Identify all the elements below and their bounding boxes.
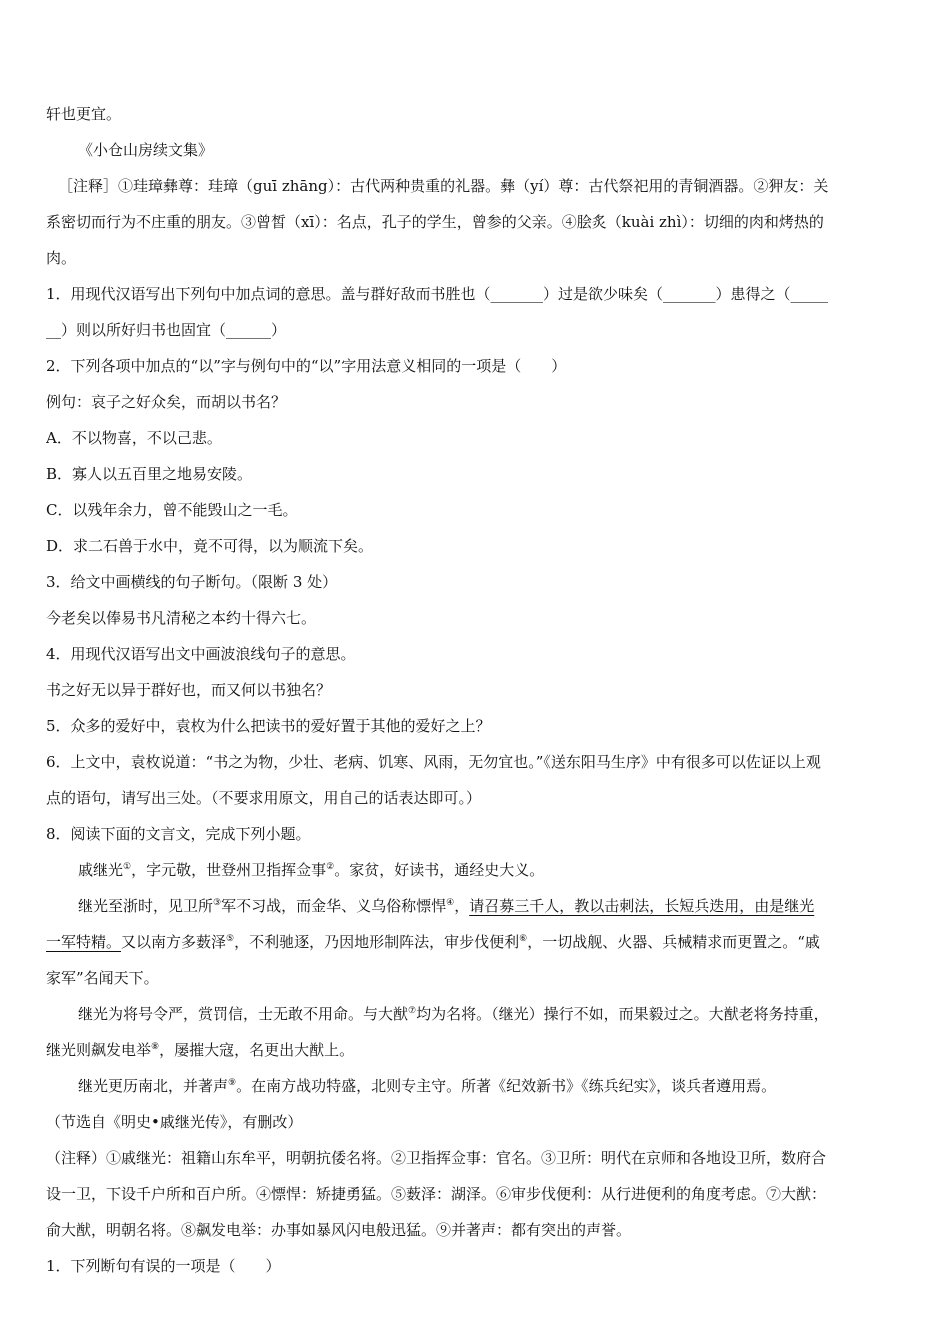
p1-text-c: 。家贫，好读书，通经史大义。 [334,861,545,879]
p1-text-b: ，字元敬，世登州卫指挥佥事 [131,861,327,879]
question-1-line2: __）则以所好归书也固宜（______） [46,321,287,339]
p4-text-a: 继光更历南北，并著声 [78,1077,229,1095]
question-2-option-c: C．以残年余力，曾不能毁山之一毛。 [46,501,298,519]
document-page [46,96,906,1284]
question-4: 4．用现代汉语写出文中画波浪线句子的意思。 [46,645,356,663]
p2-text-e: ，不利驰逐，乃因地形制阵法，审步伐便利 [234,933,520,951]
footnote-mark-3: ③ [213,898,222,908]
p2-text-a: 继光至浙时，见卫所 [78,897,214,915]
question-2-option-b: B．寡人以五百里之地易安陵。 [46,465,253,483]
passage2-paragraph-3-line1 [46,996,906,1032]
passage1-note-line3: 肉。 [46,249,77,267]
passage2-intro: 8．阅读下面的文言文，完成下列小题。 [46,825,311,843]
footnote-mark-8: ⑧ [151,1042,160,1052]
footnote-mark-9: ⑨ [228,1078,237,1088]
passage2-note-line3: 俞大猷，明朝名将。⑧飙发电举：办事如暴风闪电般迅猛。⑨并著声：都有突出的声誉。 [46,1221,632,1239]
footnote-mark-6: ⑥ [519,934,528,944]
question-2-option-d: D．求二石兽于水中，竟不可得，以为顺流下矣。 [46,537,374,555]
passage1-tail: 轩也更宜。 [46,105,122,123]
p2-text-c: ， [454,897,470,915]
footnote-mark-2: ② [326,862,335,872]
footnote-mark-4: ④ [446,898,455,908]
p3-text-b: 均为名将。（继光）操行不如，而果毅过之。大猷老将务持重， [416,1005,829,1023]
passage1-note-line1: ［注释］①珪璋彝尊：珪璋（guī zhāng）：古代两种贵重的礼器。彝（yí）尊：古代祭祀用的青铜酒器。②狎友：关 [58,177,829,195]
footnote-mark-1: ① [123,862,132,872]
question-3-text: 今老矣以俸易书凡清秘之本约十得六七。 [46,609,317,627]
p4-text-b: 。在南方战功特盛，北则专主守。所著《纪效新书》《练兵纪实》，谈兵者遵用焉。 [236,1077,777,1095]
p3-text-a: 继光为将号令严，赏罚信，士无敢不用命。与大猷 [78,1005,409,1023]
question-2-option-a: A．不以物喜，不以己悲。 [46,429,222,447]
question-2: 2．下列各项中加点的“以”字与例句中的“以”字用法意义相同的一项是（ ） [46,357,567,375]
footnote-mark-5: ⑤ [226,934,235,944]
passage2-paragraph-2-line2 [46,924,906,960]
passage2-note-line1: （注释）①戚继光：祖籍山东牟平，明朝抗倭名将。②卫指挥佥事：官名。③卫所：明代在京师和各地设卫所，数府合 [46,1149,827,1167]
p3-text-d: ，屡摧大寇，名更出大猷上。 [159,1041,355,1059]
p2-text-d: 又以南方多薮泽 [121,933,227,951]
p2-text-f: ，一切战舰、火器、兵械精求而更置之。“戚 [527,933,820,951]
p2-text-b: 军不习战，而金华、义乌俗称慓悍 [221,897,447,915]
underlined-sentence-part1: 请召募三千人，教以击刺法，长短兵迭用，由是继光 [469,897,815,915]
passage1-note-line2: 系密切而行为不庄重的朋友。③曾皙（xī）：名点，孔子的学生，曾参的父亲。④脍炙（kuài zhì）：切细的肉和烤热的 [46,213,824,231]
question-2-example: 例句：哀子之好众矣，而胡以书名？ [46,393,287,411]
passage2-source: （节选自《明史•戚继光传》，有删改） [46,1113,303,1131]
passage2-paragraph-1 [46,852,906,888]
passage2-paragraph-3-line2 [46,1032,906,1068]
underlined-sentence-part2: 一军特精。 [46,933,122,951]
question-6-line1: 6．上文中，袁枚说道：“书之为物，少壮、老病、饥寒、风雨，无勿宜也。”《送东阳马生序》中有很多可以佐证以上观 [46,753,821,771]
question-3: 3．给文中画横线的句子断句。（限断 3 处） [46,573,338,591]
passage2-paragraph-2-line3: 家军”名闻天下。 [46,969,159,987]
passage2-question-1: 1．下列断句有误的一项是（ ） [46,1257,281,1275]
p1-text-a: 戚继光 [78,861,124,879]
passage2-note-line2: 设一卫，下设千户所和百户所。④慓悍：矫捷勇猛。⑤薮泽：湖泽。⑥审步伐便利：从行进便利的角度考虑。⑦大猷： [46,1185,827,1203]
question-1-line1: 1．用现代汉语写出下列句中加点词的意思。盖与群好敌而书胜也（_______）过是欲少味矣（_______）患得之（_____ [46,285,829,303]
passage2-paragraph-2-line1 [46,888,906,924]
question-4-text: 书之好无以异于群好也，而又何以书独名？ [46,681,332,699]
question-6-line2: 点的语句，请写出三处。（不要求用原文，用自己的话表达即可。） [46,789,482,807]
footnote-mark-7: ⑦ [408,1006,417,1016]
passage2-paragraph-4 [46,1068,906,1104]
passage1-source: 《小仓山房续文集》 [78,141,214,159]
question-5: 5．众多的爱好中，袁枚为什么把读书的爱好置于其他的爱好之上？ [46,717,491,735]
p3-text-c: 继光则飙发电举 [46,1041,152,1059]
